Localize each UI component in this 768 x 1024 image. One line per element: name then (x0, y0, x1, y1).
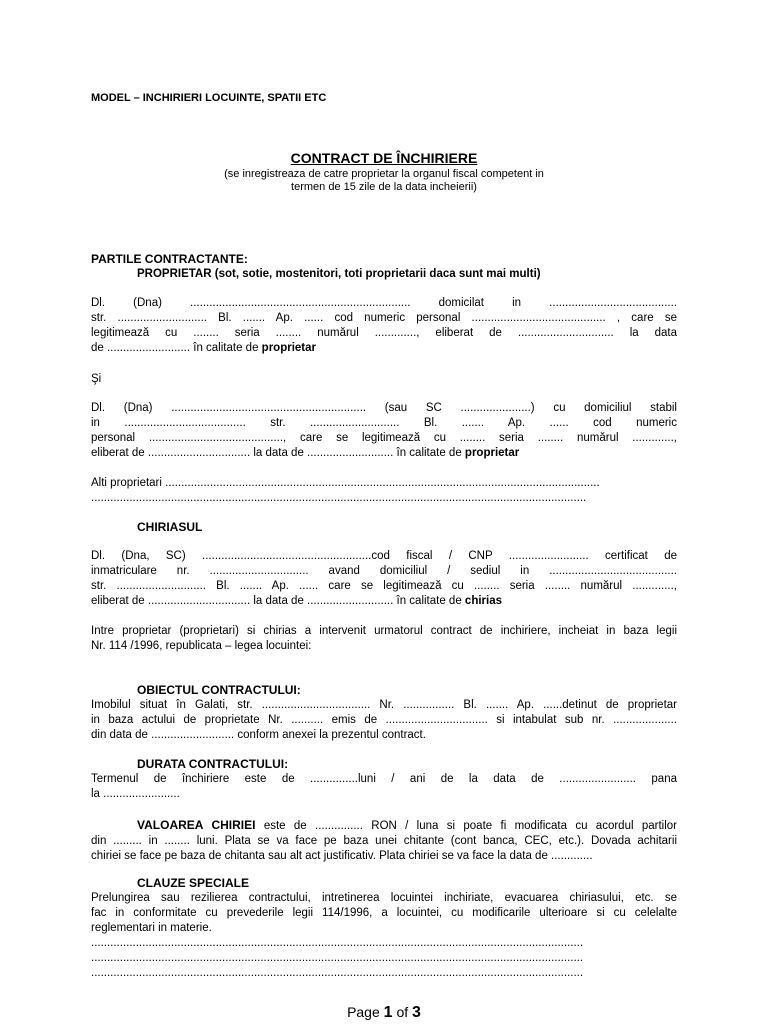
other-owners (91, 476, 677, 506)
owner-1-line: Dl. (Dna) ..................................................................... domicilat in ........................................ (91, 297, 677, 309)
object-heading: OBIECTUL CONTRACTULUI: (137, 683, 301, 697)
subtitle-line-2: termen de 15 zile de la data incheierii) (291, 181, 477, 193)
special-dots-line: .......................................................................................................................................................... (91, 952, 584, 964)
owner-2-line (91, 446, 677, 461)
page-separator: of (392, 1004, 413, 1020)
object-line: Imobilul situat în Galati, str. .................................. Nr. ................ Bl. ....... Ap. ......detinut de proprietar (91, 699, 677, 711)
owner-2-last-text: eliberat de ................................ la data de ........................... în calitate de (91, 447, 465, 459)
total-pages: 3 (412, 1004, 421, 1021)
rent-heading: VALOAREA CHIRIEI (137, 818, 256, 832)
owner-2-line: personal .........................................., care se legitimează cu ........ seria ........ numărul ............., (91, 432, 677, 444)
object-line: din data de .......................... conform anexei la prezentul contract. (91, 729, 426, 741)
current-page: 1 (383, 1004, 393, 1021)
tenant-line: inmatriculare nr. ............................... avand domiciliul / sediul in ........................................ (91, 565, 677, 577)
object-line: in baza actului de proprietate Nr. .......... emis de ................................ si intabulat sub nr. .................... (91, 714, 677, 726)
owner-2-paragraph (91, 401, 677, 461)
and-separator: Şi (91, 373, 102, 385)
special-line: reglementari in materie. (91, 922, 212, 934)
tenant-role: chirias (464, 595, 502, 607)
tenant-last-text: eliberat de ................................ la data de ........................... în calitate de (91, 595, 465, 607)
owner-1-last-text: de .......................... în calitate de (91, 342, 262, 354)
rent-line (91, 818, 677, 834)
other-owners-line: ........................................................................................................................................................... (91, 492, 587, 504)
rent-paragraph (91, 818, 677, 864)
contract-title: CONTRACT DE ÎNCHIRIERE (290, 150, 478, 166)
object-paragraph (91, 698, 677, 743)
owner-1-line (91, 341, 677, 356)
duration-line: la ........................ (91, 788, 180, 800)
special-dots-line: .......................................................................................................................................................... (91, 937, 584, 949)
special-paragraph (91, 891, 677, 981)
special-dots-line: .......................................................................................................................................................... (91, 967, 584, 979)
owner-2-role: proprietar (464, 447, 520, 459)
other-owners-line: Alti proprietari ........................................................................................................................................ (91, 477, 600, 489)
rent-first-text: este de ............... RON / luna si poate fi modificata cu acordul partilor (255, 820, 677, 832)
page-prefix: Page (347, 1004, 384, 1020)
duration-paragraph (91, 772, 677, 802)
tenant-heading: CHIRIASUL (137, 520, 203, 534)
duration-line: Termenul de închiriere este de ...............luni / ani de la data de ........................ pana (91, 773, 677, 785)
tenant-paragraph (91, 549, 677, 609)
intro-line: Intre proprietar (proprietari) si chirias a intervenit urmatorul contract de inchiriere, incheiat in baza legii (91, 625, 677, 637)
intro-line: Nr. 114 /1996, republicata – legea locuintei: (91, 640, 312, 652)
intro-paragraph (91, 624, 677, 654)
tenant-line (91, 594, 677, 609)
owner-1-paragraph (91, 296, 677, 356)
owner-1-line: str. ............................ Bl. ....... Ap. ...... cod numeric personal .......................................... , care se (91, 312, 677, 324)
special-heading: CLAUZE SPECIALE (137, 876, 250, 890)
owner-1-role: proprietar (261, 342, 316, 354)
duration-heading: DURATA CONTRACTULUI: (137, 757, 289, 771)
special-line: fac in conformitate cu prevederile legii 114/1996, a locuintei, cu modificarile ulterioare si cu celelalte (91, 907, 677, 919)
tenant-line: Dl. (Dna, SC) .....................................................cod fiscal / CNP ......................... certificat de (91, 550, 677, 562)
owner-2-line: in ...................................... str. ............................ Bl. ....... Ap. ...... cod numeric (91, 417, 677, 429)
special-line: Prelungirea sau rezilierea contractului, intretinerea locuintei inchiriate, evacuarea chiriasului, etc. se (91, 892, 677, 904)
rent-line: din ......... in ........ luni. Plata se va face pe baza unei chitante (cont banca, CEC, etc.). Dovada achitarii (91, 835, 677, 847)
tenant-line: str. ............................ Bl. ....... Ap. ...... care se legitimează cu ........ seria ........ numărul ............., (91, 580, 677, 592)
parties-heading: PARTILE CONTRACTANTE: (91, 252, 248, 266)
page-number (0, 1004, 768, 1022)
subtitle-line-1: (se inregistreaza de catre proprietar la organul fiscal competent in (224, 168, 544, 180)
owner-2-line: Dl. (Dna) ............................................................. (sau SC ......................) cu domiciliul stabil (91, 402, 677, 414)
model-header: MODEL – INCHIRIERI LOCUINTE, SPATII ETC (91, 92, 327, 104)
owner-1-line: legitimează cu ........ seria ........ numărul ............., eliberat de .............................. la data (91, 327, 677, 339)
rent-line: chiriei se face pe baza de chitanta sau alt act justificativ. Plata chiriei se va face la data de ............. (91, 850, 593, 862)
owner-label: PROPRIETAR (sot, sotie, mostenitori, toti proprietarii daca sunt mai multi) (137, 268, 541, 280)
